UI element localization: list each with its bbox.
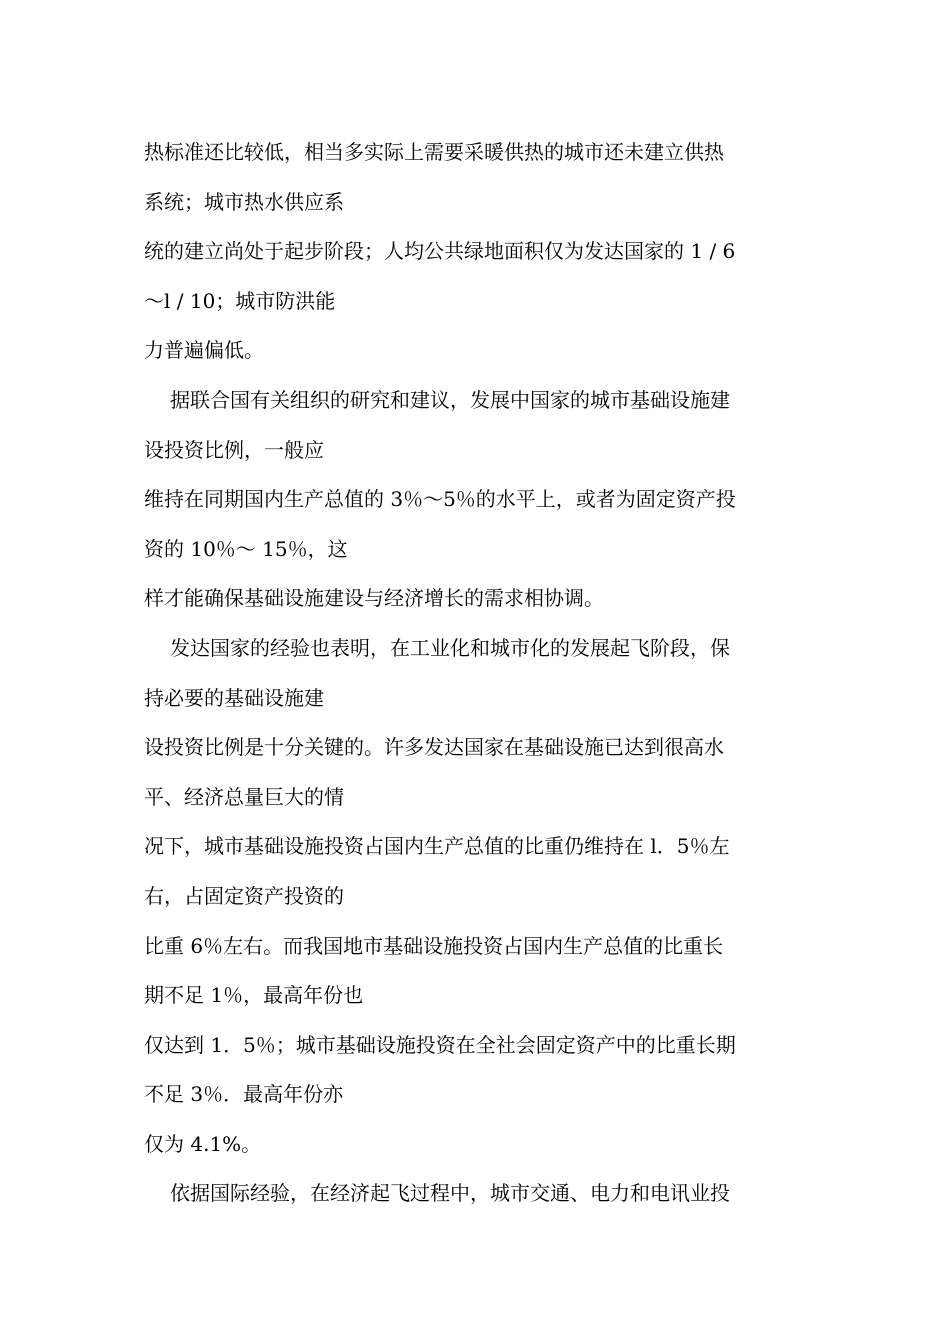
text-line: 平、经济总量巨大的情 xyxy=(144,784,344,809)
text-line: 设投资比例，一般应 xyxy=(144,437,324,462)
text-line: 力普遍偏低。 xyxy=(144,338,264,363)
text-line: 右，占固定资产投资的 xyxy=(144,883,344,908)
text-line: 资的 10％～ 15％，这 xyxy=(144,536,348,561)
text-line: 比重 6％左右。而我国地市基础设施投资占国内生产总值的比重长 xyxy=(144,933,724,958)
text-line: 统的建立尚处于起步阶段；人均公共绿地面积仅为发达国家的 1 / 6 xyxy=(144,239,736,264)
text-line: 仅达到 1．5％；城市基础设施投资在全社会固定资产中的比重长期 xyxy=(144,1032,736,1057)
text-line: 仅为 4.1%。 xyxy=(144,1131,262,1156)
paragraph-first-line: 依据国际经验，在经济起飞过程中，城市交通、电力和电讯业投 xyxy=(170,1181,730,1206)
text-line: 设投资比例是十分关键的。许多发达国家在基础设施已达到很高水 xyxy=(144,735,724,760)
paragraph-first-line: 发达国家的经验也表明，在工业化和城市化的发展起飞阶段，保 xyxy=(170,635,730,660)
text-line: 系统；城市热水供应系 xyxy=(144,189,344,214)
paragraph-first-line: 据联合国有关组织的研究和建议，发展中国家的城市基础设施建 xyxy=(170,387,730,412)
text-line: 样才能确保基础设施建设与经济增长的需求相协调。 xyxy=(144,586,604,611)
text-line: 维持在同期国内生产总值的 3％～5％的水平上，或者为固定资产投 xyxy=(144,487,736,512)
text-line: 不足 3％．最高年份亦 xyxy=(144,1082,344,1107)
text-line: 持必要的基础设施建 xyxy=(144,685,324,710)
text-line: ～l / 10；城市防洪能 xyxy=(144,288,336,313)
text-line: 期不足 1％，最高年份也 xyxy=(144,983,364,1008)
document-page xyxy=(144,128,814,1219)
text-line: 热标准还比较低，相当多实际上需要采暖供热的城市还未建立供热 xyxy=(144,140,724,164)
text-line: 况下，城市基础设施投资占国内生产总值的比重仍维持在 l．5％左 xyxy=(144,834,730,859)
